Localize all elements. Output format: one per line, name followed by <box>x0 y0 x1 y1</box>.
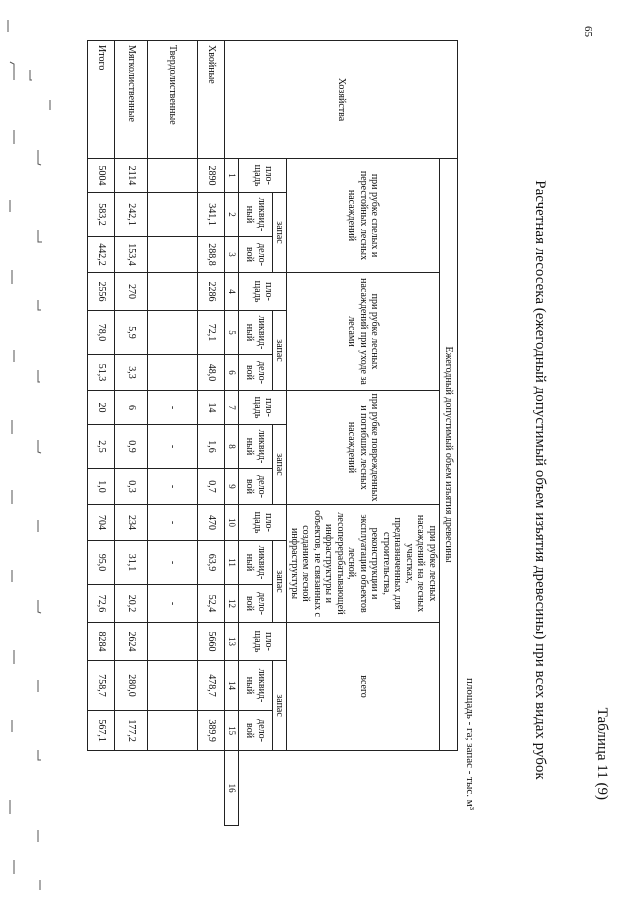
table-cell: 78,0 <box>88 311 115 355</box>
allowable-cut-table <box>87 40 458 826</box>
table-cell <box>148 311 198 355</box>
header-stock: запас <box>273 661 288 751</box>
column-number: 5 <box>225 311 239 355</box>
table-cell: - <box>148 541 198 585</box>
table-cell: 2556 <box>88 273 115 311</box>
table-cell: 478,7 <box>198 661 225 711</box>
table-cell: - <box>148 469 198 505</box>
table-cell: 0,7 <box>198 469 225 505</box>
table-row <box>88 41 115 826</box>
column-number: 13 <box>225 623 239 661</box>
units-note: площадь - га; запас - тыс. м³ <box>464 678 476 810</box>
table-cell: 14 <box>198 391 225 425</box>
header-area: пло-щадь <box>239 391 288 425</box>
header-group-infrastructure: при рубке лесных насаждений на лесных участках, предназначенных для строительства, реконструкции и эксплуатации объектов лесной, лесоперерабатывающей инфраструктуры и объектов, не связанных с созданием лесной инфраструктуры <box>287 505 440 623</box>
table-cell: 6 <box>115 391 148 425</box>
column-number: 10 <box>225 505 239 541</box>
table-cell: 51,3 <box>88 355 115 391</box>
header-business: дело-вой <box>239 711 273 751</box>
table-cell <box>148 355 198 391</box>
header-stock: запас <box>273 541 288 623</box>
table-cell: 1,0 <box>88 469 115 505</box>
table-cell: 242,1 <box>115 193 148 237</box>
header-business: дело-вой <box>239 355 273 391</box>
table-cell <box>148 237 198 273</box>
column-number: 1 <box>225 159 239 193</box>
table-cell: 63,9 <box>198 541 225 585</box>
row-label: Мягколиственные <box>115 41 148 159</box>
table-cell: 177,2 <box>115 711 148 751</box>
table-cell: 704 <box>88 505 115 541</box>
row-label: Хвойные <box>198 41 225 159</box>
table-cell <box>148 193 198 237</box>
table-cell: 1,6 <box>198 425 225 469</box>
table-cell: 2890 <box>198 159 225 193</box>
rotated-page <box>58 10 618 890</box>
column-number: 8 <box>225 425 239 469</box>
header-farms: Хозяйства <box>225 41 458 159</box>
table-cell: 20,2 <box>115 585 148 623</box>
column-number: 14 <box>225 661 239 711</box>
header-stock: запас <box>273 311 288 391</box>
column-number: 2 <box>225 193 239 237</box>
table-cell: 52,4 <box>198 585 225 623</box>
header-liquid: ликвид-ный <box>239 311 273 355</box>
table-cell: 31,1 <box>115 541 148 585</box>
column-number: 16 <box>225 751 239 826</box>
header-liquid: ликвид-ный <box>239 661 273 711</box>
table-cell: 583,2 <box>88 193 115 237</box>
header-business: дело-вой <box>239 469 273 505</box>
header-liquid: ликвид-ный <box>239 425 273 469</box>
table-cell: 0,9 <box>115 425 148 469</box>
column-number: 7 <box>225 391 239 425</box>
table-cell: 234 <box>115 505 148 541</box>
table-label: Таблица 11 (9) <box>594 707 610 800</box>
header-liquid: ликвид-ный <box>239 193 273 237</box>
table-cell: 72,6 <box>88 585 115 623</box>
table-row <box>115 41 148 826</box>
table-cell: 288,8 <box>198 237 225 273</box>
table-cell: - <box>148 505 198 541</box>
table-cell: 442,2 <box>88 237 115 273</box>
table-cell: 567,1 <box>88 711 115 751</box>
table-cell: 48,0 <box>198 355 225 391</box>
column-number: 15 <box>225 711 239 751</box>
column-number: 11 <box>225 541 239 585</box>
page-number: 65 <box>582 26 594 37</box>
table-cell: 153,4 <box>115 237 148 273</box>
table-cell: 3,3 <box>115 355 148 391</box>
table-cell: 5,9 <box>115 311 148 355</box>
table-cell: 2624 <box>115 623 148 661</box>
row-label: Итого <box>88 41 115 159</box>
table-cell: 8284 <box>88 623 115 661</box>
table-row <box>148 41 198 826</box>
column-number: 6 <box>225 355 239 391</box>
page-title: Расчетная лесосека (ежегодный допустимый объем изъятия древесины) при всех видах рубок <box>532 180 548 780</box>
row-label: Твердолиственные <box>148 41 198 159</box>
table-cell: - <box>148 391 198 425</box>
table-cell: 5004 <box>88 159 115 193</box>
header-stock: запас <box>273 193 288 273</box>
table-cell: 280,0 <box>115 661 148 711</box>
table-cell: 758,7 <box>88 661 115 711</box>
table-cell <box>148 661 198 711</box>
table-cell: 72,1 <box>198 311 225 355</box>
header-group-care: при рубке лесных насаждений при уходе за лесами <box>287 273 440 391</box>
table-cell: 0,3 <box>115 469 148 505</box>
table-cell: - <box>148 585 198 623</box>
table-cell: - <box>148 425 198 469</box>
table-cell: 5660 <box>198 623 225 661</box>
header-area: пло-щадь <box>239 505 288 541</box>
table-cell: 341,1 <box>198 193 225 237</box>
table-cell: 389,9 <box>198 711 225 751</box>
table-cell <box>148 623 198 661</box>
column-number: 9 <box>225 469 239 505</box>
table-cell: 2114 <box>115 159 148 193</box>
table-cell <box>148 711 198 751</box>
header-area: пло-щадь <box>239 159 288 193</box>
header-area: пло-щадь <box>239 273 288 311</box>
header-group-total: всего <box>287 623 440 751</box>
header-annual-volume: Ежегодный допустимый объем изъятия древесины <box>440 159 458 751</box>
header-group-mature: при рубке спелых и перестойных лесных насаждений <box>287 159 440 273</box>
column-number-row <box>225 41 239 826</box>
column-number: 12 <box>225 585 239 623</box>
column-number: 4 <box>225 273 239 311</box>
header-area: пло-щадь <box>239 623 288 661</box>
table-cell: 470 <box>198 505 225 541</box>
header-business: дело-вой <box>239 585 273 623</box>
table-cell: 2286 <box>198 273 225 311</box>
column-number: 3 <box>225 237 239 273</box>
table-cell <box>148 273 198 311</box>
table-cell <box>148 159 198 193</box>
header-business: дело-вой <box>239 237 273 273</box>
table-cell: 2,5 <box>88 425 115 469</box>
table-cell: 20 <box>88 391 115 425</box>
table-cell: 95,0 <box>88 541 115 585</box>
header-group-damaged: при рубке поврежденных и погибших лесных насаждений <box>287 391 440 505</box>
table-row <box>198 41 225 826</box>
header-liquid: ликвид-ный <box>239 541 273 585</box>
table-cell: 270 <box>115 273 148 311</box>
header-stock: запас <box>273 425 288 505</box>
